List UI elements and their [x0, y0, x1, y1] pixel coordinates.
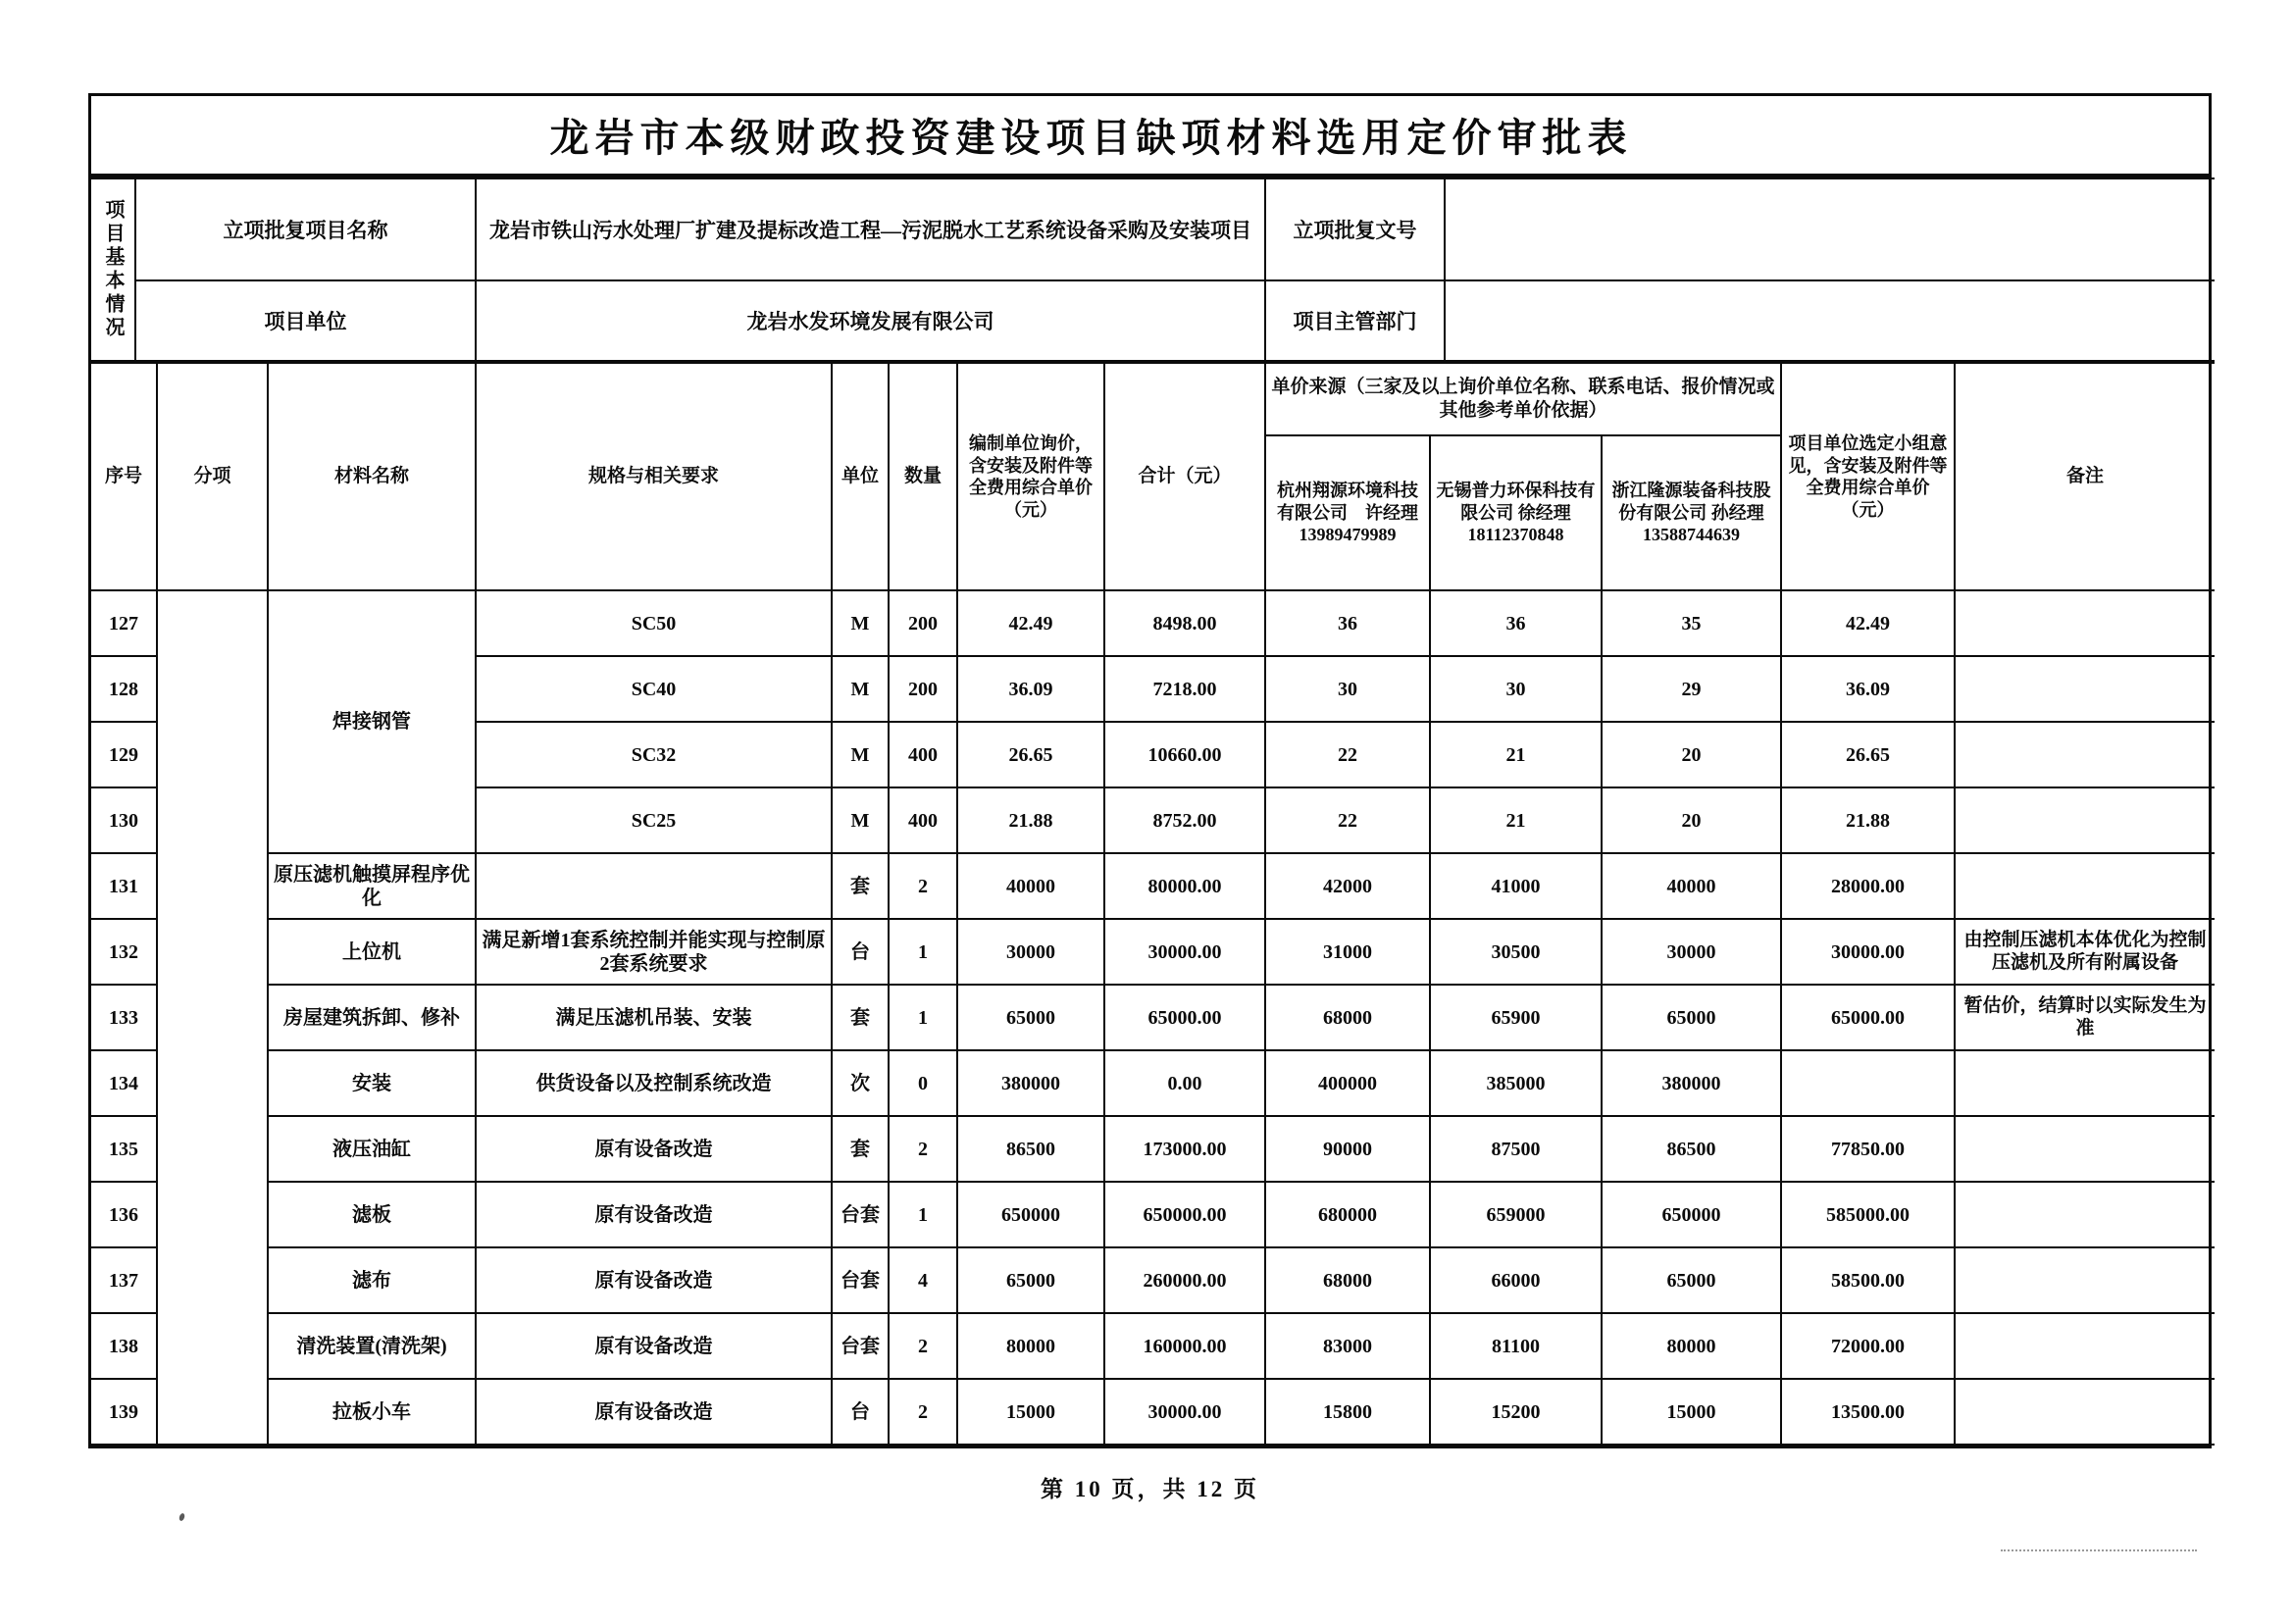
cell-unit-price: 30000 — [957, 919, 1104, 985]
cell-unit-price: 26.65 — [957, 722, 1104, 787]
cell-remark — [1955, 1116, 2215, 1182]
cell-quote-1: 22 — [1265, 722, 1430, 787]
cell-total: 8752.00 — [1104, 787, 1265, 853]
form-title: 龙岩市本级财政投资建设项目缺项材料选用定价审批表 — [549, 116, 1633, 160]
cell-remark — [1955, 1247, 2215, 1313]
approved-project-name-label: 立项批复项目名称 — [135, 178, 476, 280]
cell-remark: 暂估价，结算时以实际发生为准 — [1955, 985, 2215, 1050]
cell-qty: 2 — [889, 1116, 957, 1182]
cell-qty: 400 — [889, 787, 957, 853]
materials-pricing-table — [91, 362, 2215, 1446]
table-row — [91, 1116, 2215, 1182]
cell-serial: 129 — [91, 722, 157, 787]
cell-quote-1: 15800 — [1265, 1379, 1430, 1445]
cell-spec: SC40 — [476, 656, 832, 722]
cell-spec: SC50 — [476, 590, 832, 656]
cell-unit: 套 — [832, 985, 889, 1050]
cell-quote-1: 680000 — [1265, 1182, 1430, 1247]
cell-spec: SC25 — [476, 787, 832, 853]
cell-spec: 原有设备改造 — [476, 1182, 832, 1247]
header-spec: 规格与相关要求 — [476, 363, 832, 590]
cell-unit: M — [832, 590, 889, 656]
cell-quote-3: 65000 — [1602, 1247, 1781, 1313]
table-row — [91, 1379, 2215, 1445]
cell-total: 8498.00 — [1104, 590, 1265, 656]
cell-selected-price: 36.09 — [1781, 656, 1955, 722]
cell-unit-price: 380000 — [957, 1050, 1104, 1116]
cell-quote-1: 31000 — [1265, 919, 1430, 985]
approval-form-sheet — [88, 93, 2212, 1448]
cell-quote-1: 90000 — [1265, 1116, 1430, 1182]
cell-quote-3: 30000 — [1602, 919, 1781, 985]
project-info-table — [91, 178, 2215, 362]
cell-total: 65000.00 — [1104, 985, 1265, 1050]
cell-total: 0.00 — [1104, 1050, 1265, 1116]
cell-unit: 台套 — [832, 1247, 889, 1313]
approval-doc-number-label: 立项批复文号 — [1265, 178, 1445, 280]
cell-qty: 200 — [889, 590, 957, 656]
cell-selected-price: 585000.00 — [1781, 1182, 1955, 1247]
cell-qty: 2 — [889, 1313, 957, 1379]
cell-total: 7218.00 — [1104, 656, 1265, 722]
header-price-source: 单价来源（三家及以上询价单位名称、联系电话、报价情况或其他参考单价依据） — [1265, 363, 1781, 435]
cell-selected-price: 13500.00 — [1781, 1379, 1955, 1445]
project-unit-value: 龙岩水发环境发展有限公司 — [476, 280, 1265, 361]
table-row — [91, 1050, 2215, 1116]
cell-unit: 台 — [832, 1379, 889, 1445]
header-serial: 序号 — [91, 363, 157, 590]
cell-serial: 136 — [91, 1182, 157, 1247]
cell-qty: 1 — [889, 985, 957, 1050]
cell-total: 30000.00 — [1104, 919, 1265, 985]
cell-unit-price: 65000 — [957, 1247, 1104, 1313]
cell-quote-2: 21 — [1430, 722, 1602, 787]
scan-artifact-dotted-line — [2001, 1549, 2197, 1551]
cell-quote-3: 35 — [1602, 590, 1781, 656]
cell-quote-3: 86500 — [1602, 1116, 1781, 1182]
cell-serial: 139 — [91, 1379, 157, 1445]
cell-remark: 由控制压滤机本体优化为控制压滤机及所有附属设备 — [1955, 919, 2215, 985]
cell-quote-2: 87500 — [1430, 1116, 1602, 1182]
header-selected-price: 项目单位选定小组意见，含安装及附件等全费用综合单价（元） — [1781, 363, 1955, 590]
header-unit: 单位 — [832, 363, 889, 590]
cell-material: 房屋建筑拆卸、修补 — [268, 985, 476, 1050]
cell-material: 液压油缸 — [268, 1116, 476, 1182]
table-row — [91, 590, 2215, 656]
header-total: 合计（元） — [1104, 363, 1265, 590]
cell-spec: 满足新增1套系统控制并能实现与控制原2套系统要求 — [476, 919, 832, 985]
cell-unit: 套 — [832, 853, 889, 919]
cell-selected-price: 72000.00 — [1781, 1313, 1955, 1379]
cell-quote-2: 66000 — [1430, 1247, 1602, 1313]
cell-serial: 130 — [91, 787, 157, 853]
cell-serial: 127 — [91, 590, 157, 656]
cell-unit-price: 650000 — [957, 1182, 1104, 1247]
cell-quote-2: 659000 — [1430, 1182, 1602, 1247]
cell-total: 173000.00 — [1104, 1116, 1265, 1182]
cell-remark — [1955, 1379, 2215, 1445]
cell-unit-price: 21.88 — [957, 787, 1104, 853]
cell-quote-3: 29 — [1602, 656, 1781, 722]
cell-quote-3: 40000 — [1602, 853, 1781, 919]
cell-quote-3: 80000 — [1602, 1313, 1781, 1379]
cell-spec: 原有设备改造 — [476, 1313, 832, 1379]
cell-material: 滤布 — [268, 1247, 476, 1313]
cell-serial: 131 — [91, 853, 157, 919]
cell-material: 上位机 — [268, 919, 476, 985]
cell-quote-3: 650000 — [1602, 1182, 1781, 1247]
cell-selected-price: 58500.00 — [1781, 1247, 1955, 1313]
cell-unit-price: 15000 — [957, 1379, 1104, 1445]
cell-spec: 原有设备改造 — [476, 1379, 832, 1445]
cell-unit-price: 65000 — [957, 985, 1104, 1050]
cell-spec: 满足压滤机吊装、安装 — [476, 985, 832, 1050]
cell-unit: 台套 — [832, 1313, 889, 1379]
cell-quote-1: 400000 — [1265, 1050, 1430, 1116]
cell-quote-3: 65000 — [1602, 985, 1781, 1050]
cell-selected-price: 21.88 — [1781, 787, 1955, 853]
cell-spec: 原有设备改造 — [476, 1116, 832, 1182]
table-row — [91, 919, 2215, 985]
cell-remark — [1955, 787, 2215, 853]
cell-total: 650000.00 — [1104, 1182, 1265, 1247]
cell-total: 10660.00 — [1104, 722, 1265, 787]
cell-unit: M — [832, 787, 889, 853]
cell-quote-2: 81100 — [1430, 1313, 1602, 1379]
cell-serial: 134 — [91, 1050, 157, 1116]
header-subitem: 分项 — [157, 363, 268, 590]
project-basic-info-side-label — [91, 178, 135, 361]
header-unit-price: 编制单位询价，含安装及附件等全费用综合单价（元） — [957, 363, 1104, 590]
cell-quote-1: 30 — [1265, 656, 1430, 722]
cell-quote-1: 83000 — [1265, 1313, 1430, 1379]
cell-material: 安装 — [268, 1050, 476, 1116]
cell-remark — [1955, 590, 2215, 656]
cell-quote-2: 65900 — [1430, 985, 1602, 1050]
cell-subitem — [157, 590, 268, 1445]
cell-material: 滤板 — [268, 1182, 476, 1247]
table-row — [91, 853, 2215, 919]
cell-qty: 200 — [889, 656, 957, 722]
cell-quote-2: 385000 — [1430, 1050, 1602, 1116]
cell-unit-price: 42.49 — [957, 590, 1104, 656]
cell-serial: 135 — [91, 1116, 157, 1182]
cell-remark — [1955, 656, 2215, 722]
cell-total: 260000.00 — [1104, 1247, 1265, 1313]
cell-selected-price: 77850.00 — [1781, 1116, 1955, 1182]
header-remark: 备注 — [1955, 363, 2215, 590]
cell-total: 160000.00 — [1104, 1313, 1265, 1379]
cell-qty: 1 — [889, 1182, 957, 1247]
header-vendor-3: 浙江隆源装备科技股份有限公司 孙经理 13588744639 — [1602, 435, 1781, 590]
project-dept-label: 项目主管部门 — [1265, 280, 1445, 361]
table-row — [91, 1247, 2215, 1313]
table-row — [91, 1182, 2215, 1247]
cell-serial: 137 — [91, 1247, 157, 1313]
cell-quote-2: 36 — [1430, 590, 1602, 656]
cell-unit-price: 36.09 — [957, 656, 1104, 722]
cell-spec: 供货设备以及控制系统改造 — [476, 1050, 832, 1116]
cell-remark — [1955, 853, 2215, 919]
cell-unit: M — [832, 722, 889, 787]
cell-quote-3: 20 — [1602, 722, 1781, 787]
cell-quote-1: 42000 — [1265, 853, 1430, 919]
form-title-row — [91, 96, 2209, 178]
cell-quote-2: 30 — [1430, 656, 1602, 722]
cell-quote-3: 380000 — [1602, 1050, 1781, 1116]
cell-material: 焊接钢管 — [268, 590, 476, 853]
cell-remark — [1955, 1050, 2215, 1116]
cell-unit-price: 80000 — [957, 1313, 1104, 1379]
cell-unit: M — [832, 656, 889, 722]
cell-selected-price: 65000.00 — [1781, 985, 1955, 1050]
cell-quote-1: 68000 — [1265, 985, 1430, 1050]
cell-qty: 0 — [889, 1050, 957, 1116]
cell-qty: 2 — [889, 1379, 957, 1445]
approved-project-name-value: 龙岩市铁山污水处理厂扩建及提标改造工程—污泥脱水工艺系统设备采购及安装项目 — [476, 178, 1265, 280]
cell-serial: 133 — [91, 985, 157, 1050]
cell-quote-2: 21 — [1430, 787, 1602, 853]
cell-material: 原压滤机触摸屏程序优化 — [268, 853, 476, 919]
cell-qty: 4 — [889, 1247, 957, 1313]
cell-unit: 台 — [832, 919, 889, 985]
page-number-footer: 第 10 页，共 12 页 — [1041, 1477, 1259, 1501]
cell-serial: 138 — [91, 1313, 157, 1379]
header-vendor-2: 无锡普力环保科技有限公司 徐经理 18112370848 — [1430, 435, 1602, 590]
cell-qty: 1 — [889, 919, 957, 985]
table-row — [91, 1313, 2215, 1379]
header-vendor-1: 杭州翔源环境科技有限公司 许经理 13989479989 — [1265, 435, 1430, 590]
cell-selected-price: 30000.00 — [1781, 919, 1955, 985]
table-row — [91, 985, 2215, 1050]
cell-selected-price: 26.65 — [1781, 722, 1955, 787]
cell-qty: 2 — [889, 853, 957, 919]
cell-quote-1: 36 — [1265, 590, 1430, 656]
approval-doc-number-value — [1445, 178, 2215, 280]
cell-quote-3: 20 — [1602, 787, 1781, 853]
project-unit-label: 项目单位 — [135, 280, 476, 361]
cell-quote-1: 22 — [1265, 787, 1430, 853]
cell-remark — [1955, 1313, 2215, 1379]
cell-unit: 套 — [832, 1116, 889, 1182]
table-body — [91, 590, 2215, 1445]
cell-quote-2: 41000 — [1430, 853, 1602, 919]
cell-unit: 台套 — [832, 1182, 889, 1247]
cell-quote-3: 15000 — [1602, 1379, 1781, 1445]
cell-quote-1: 68000 — [1265, 1247, 1430, 1313]
cell-unit-price: 40000 — [957, 853, 1104, 919]
cell-total: 80000.00 — [1104, 853, 1265, 919]
cell-selected-price — [1781, 1050, 1955, 1116]
cell-remark — [1955, 722, 2215, 787]
cell-serial: 128 — [91, 656, 157, 722]
header-qty: 数量 — [889, 363, 957, 590]
cell-spec — [476, 853, 832, 919]
cell-spec: 原有设备改造 — [476, 1247, 832, 1313]
cell-spec: SC32 — [476, 722, 832, 787]
cell-qty: 400 — [889, 722, 957, 787]
project-basic-info-text: 项目基本情况 — [102, 199, 124, 340]
cell-quote-2: 15200 — [1430, 1379, 1602, 1445]
cell-quote-2: 30500 — [1430, 919, 1602, 985]
header-material: 材料名称 — [268, 363, 476, 590]
scan-artifact-speck — [178, 1512, 185, 1521]
cell-material: 清洗装置(清洗架) — [268, 1313, 476, 1379]
cell-material: 拉板小车 — [268, 1379, 476, 1445]
cell-selected-price: 42.49 — [1781, 590, 1955, 656]
cell-selected-price: 28000.00 — [1781, 853, 1955, 919]
cell-total: 30000.00 — [1104, 1379, 1265, 1445]
cell-unit: 次 — [832, 1050, 889, 1116]
cell-unit-price: 86500 — [957, 1116, 1104, 1182]
project-dept-value — [1445, 280, 2215, 361]
cell-remark — [1955, 1182, 2215, 1247]
cell-serial: 132 — [91, 919, 157, 985]
